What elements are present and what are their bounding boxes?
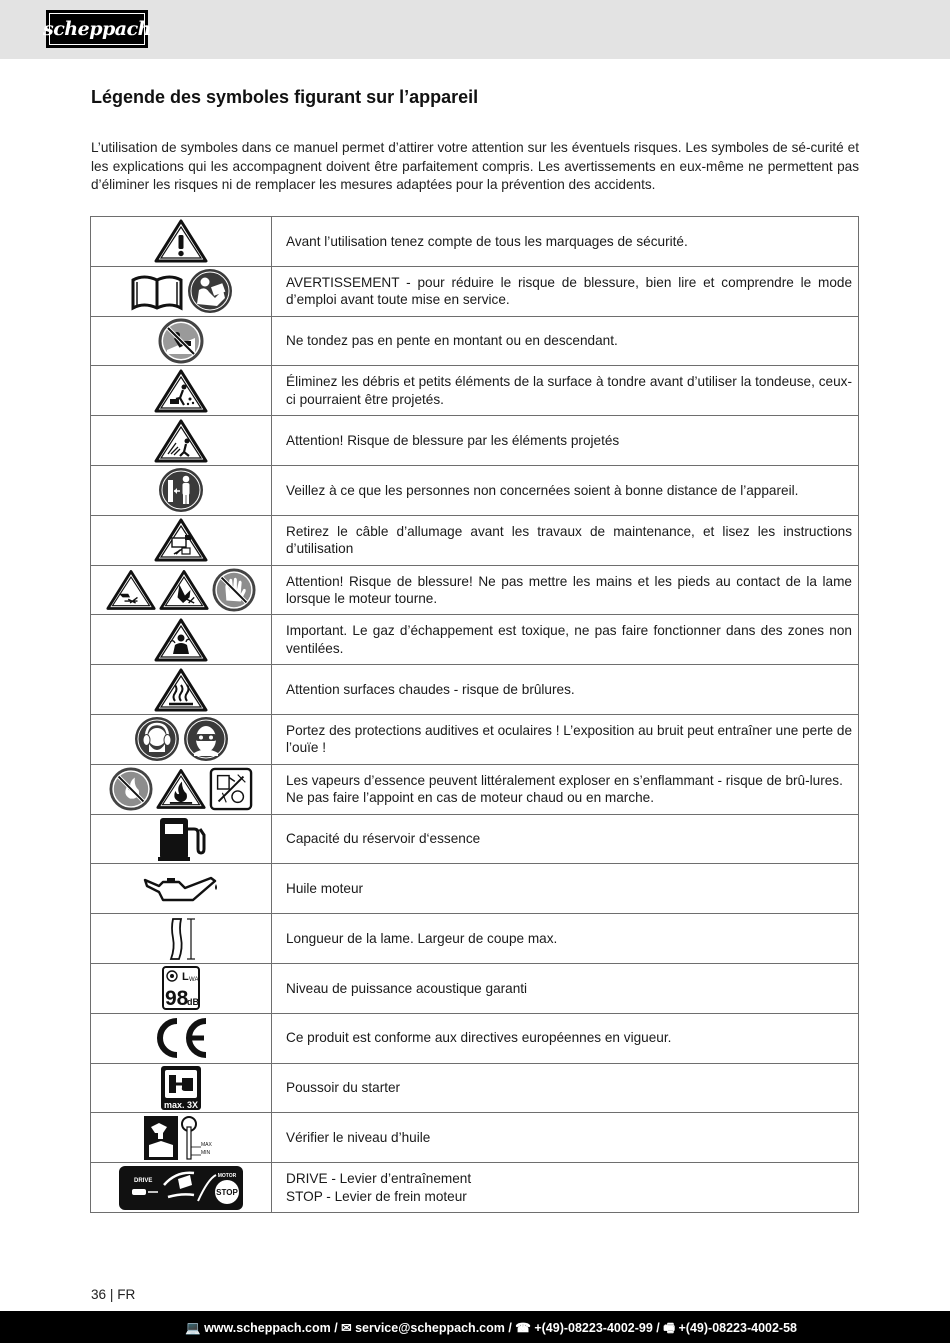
debris-hazard-icon (154, 369, 208, 413)
legend-row: Attention surfaces chaudes - risque de brûlures. (91, 665, 859, 715)
legend-row: L WA 98 dB Niveau de puissance acoustique garanti (91, 963, 859, 1013)
legend-row: Les vapeurs d’essence peuvent littéralement exploser en s’enflammant - risque de brû-lures. Ne pas faire l’appoint en cas de moteur chaud ou en marche. (91, 764, 859, 814)
footer-bar (0, 1311, 950, 1343)
intro-paragraph: L’utilisation de symboles dans ce manuel permet d’attirer votre attention sur les éventuels risques. Les symboles de sé-curité et les explications qui les accompagnent doivent être parfaitement compris. Les avertissements en eux-même ne permettent pas d’éliminer les risques ni de remplacer les mesures adaptées pour la prévention des accidents. (91, 140, 859, 193)
drive-stop-lever-icon (118, 1165, 244, 1211)
no-hands-icon (212, 568, 256, 612)
legend-row: Capacité du réservoir d‘essence (91, 814, 859, 864)
ear-protection-icon (134, 716, 180, 762)
svg-text:STOP: STOP (216, 1187, 238, 1197)
legend-row: MAX MIN Vérifier le niveau d’huile (91, 1113, 859, 1163)
svg-text:MIN: MIN (201, 1149, 211, 1156)
primer-button-icon (160, 1065, 202, 1111)
legend-row: Veillez à ce que les personnes non concernées soient à bonne distance de l’appareil. (91, 465, 859, 515)
oil-can-icon (141, 872, 221, 906)
brand-logo: scheppach (46, 10, 148, 48)
svg-text:MAX: MAX (201, 1141, 212, 1148)
read-manual-icon (187, 268, 233, 314)
warning-triangle-icon (154, 219, 208, 263)
legend-row: Ne tondez pas en pente en montant ou en descendant. (91, 316, 859, 366)
page-title: Légende des symboles figurant sur l’appareil (91, 87, 479, 107)
svg-text:max. 3X: max. 3X (163, 1099, 199, 1110)
legend-row: Portez des protections auditives et oculaires ! L’exposition au bruit peut entraîner une perte de l’ouïe ! (91, 714, 859, 764)
spark-plug-maintenance-icon (154, 518, 208, 562)
legend-row: Retirez le câble d’allumage avant les travaux de maintenance, et lisez les instructions d’utilisation (91, 515, 859, 565)
footer-contact: 💻 www.scheppach.com / ✉ service@scheppach.com / ☎ +(49)-08223-4002-99 / 🖷 +(49)-08223-4002-58 (185, 1321, 797, 1335)
flammable-icon (156, 768, 206, 810)
legend-row: max. 3X Poussoir du starter (91, 1063, 859, 1113)
oil-level-icon (143, 1115, 219, 1161)
symbol-legend-table (90, 216, 859, 1213)
blade-length-icon (161, 916, 201, 962)
svg-text:MOTOR: MOTOR (217, 1172, 237, 1179)
legend-row: Longueur de la lame. Largeur de coupe max. (91, 914, 859, 964)
no-slope-mowing-icon (158, 318, 204, 364)
legend-row: DRIVE MOTOR STOP DRIVE - Levier d’entraînement STOP - Levier de frein moteur (91, 1163, 859, 1213)
foot-blade-icon (106, 569, 156, 611)
legend-row: Ce produit est conforme aux directives européennes en vigueur. (91, 1013, 859, 1063)
hot-surface-icon (154, 668, 208, 712)
legend-row: Avant l’utilisation tenez compte de tous les marquages de sécurité. (91, 217, 859, 267)
fuel-pump-icon (156, 815, 206, 863)
svg-text:L: L (182, 971, 189, 984)
legend-row: Attention! Risque de blessure par les éléments projetés (91, 416, 859, 466)
svg-text:DRIVE: DRIVE (134, 1177, 153, 1184)
svg-text:WA: WA (189, 977, 199, 984)
sound-power-icon (161, 965, 201, 1011)
svg-text:98: 98 (165, 987, 189, 1011)
legend-row: Éliminez les débris et petits éléments de la surface à tondre avant d’utiliser la tondeuse, ceux-ci pourraient être projetés. (91, 366, 859, 416)
toxic-exhaust-icon (154, 618, 208, 662)
no-fire-icon (109, 767, 153, 811)
ce-mark-icon (151, 1016, 211, 1060)
page-number: 36 | FR (91, 1287, 136, 1302)
svg-text:dB: dB (187, 997, 199, 1008)
keep-distance-icon (158, 467, 204, 513)
hand-blade-icon (159, 569, 209, 611)
no-refuel-hot-icon (209, 767, 253, 811)
legend-row: Attention! Risque de blessure! Ne pas mettre les mains et les pieds au contact de la lame lorsque le moteur tourne. (91, 565, 859, 615)
legend-row: Important. Le gaz d’échappement est toxique, ne pas faire fonctionner dans des zones non ventilées. (91, 615, 859, 665)
legend-row: AVERTISSEMENT - pour réduire le risque de blessure, bien lire et comprendre le mode d’emploi avant toute mise en service. (91, 266, 859, 316)
thrown-objects-icon (154, 419, 208, 463)
legend-row: Huile moteur (91, 864, 859, 914)
eye-protection-icon (183, 716, 229, 762)
manual-book-icon (130, 270, 184, 312)
